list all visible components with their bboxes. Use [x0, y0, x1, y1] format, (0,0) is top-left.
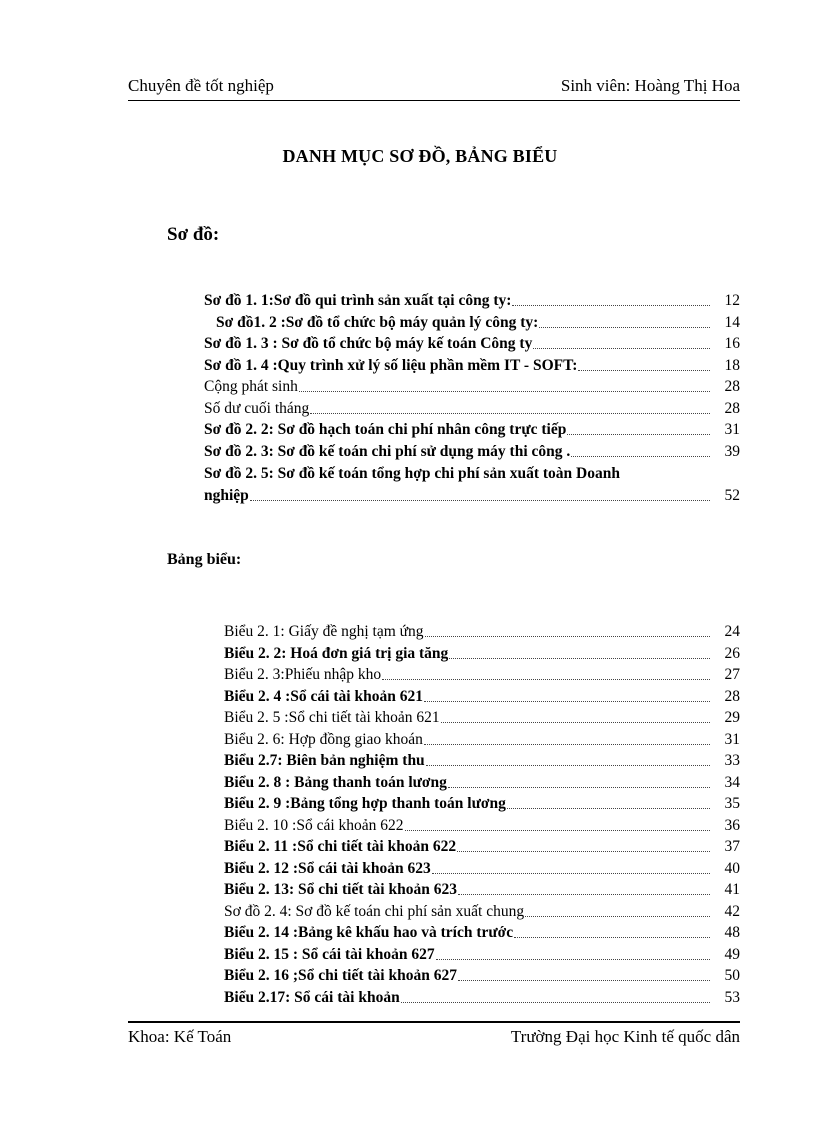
toc-entry-label: Biểu 2. 5 :Sổ chi tiết tài khoản 621: [224, 709, 440, 726]
toc-entry: [224, 622, 740, 642]
toc-entry: [204, 291, 740, 311]
toc-entry-page-number: 53: [724, 988, 740, 1006]
dot-leader: [539, 326, 710, 328]
toc-entry-page-number: 26: [724, 644, 740, 662]
dot-leader: [436, 958, 710, 960]
dot-leader: [507, 807, 710, 809]
toc-entry-label: Biểu 2. 3:Phiếu nhập kho: [224, 666, 382, 683]
toc-entry: [224, 837, 740, 857]
toc-entry-label: Biểu 2. 9 :Bảng tổng hợp thanh toán lương: [224, 795, 506, 812]
toc-entry-label: Biểu 2. 8 : Bảng thanh toán lương: [224, 773, 447, 791]
toc-entry: [224, 902, 740, 922]
dot-leader: [571, 455, 710, 457]
toc-entry-label: Biểu 2. 10 :Sổ cái khoản 622: [224, 816, 404, 834]
dot-leader: [310, 412, 710, 414]
toc-entry-page-number: 28: [724, 400, 740, 417]
toc-entry-page-number: 24: [724, 623, 740, 640]
toc-entry-page-number: 37: [724, 838, 740, 855]
dot-leader: [299, 390, 710, 392]
toc-entry: [224, 794, 740, 814]
toc-entry-label: Biểu 2. 1: Giấy đề nghị tạm ứng: [224, 623, 424, 640]
toc-entry: [224, 859, 740, 879]
toc-entry-label: Sơ đồ1. 2 :Sơ đồ tổ chức bộ máy quản lý công ty:: [216, 314, 539, 331]
bang-bieu-heading: Bảng biểu:: [167, 551, 242, 568]
toc-entry: [224, 966, 740, 986]
toc-entry-label: Biểu 2.7: Biên bản nghiệm thu: [224, 752, 425, 769]
dot-leader: [426, 764, 710, 766]
toc-entry-label: Biểu 2. 11 :Sổ chi tiết tài khoản 622: [224, 838, 457, 855]
toc-entry: [204, 486, 740, 506]
toc-entry: [204, 442, 740, 462]
dot-leader: [425, 635, 710, 637]
dot-leader: [457, 850, 710, 852]
toc-entry-page-number: 40: [724, 859, 740, 877]
toc-entry: [224, 945, 740, 965]
toc-entry: [224, 880, 740, 900]
toc-entry: [204, 399, 740, 419]
toc-entry-page-number: 36: [724, 816, 740, 834]
toc-entry-page-number: 31: [724, 421, 740, 438]
dot-leader: [449, 657, 710, 659]
toc-entry: [216, 313, 740, 333]
toc-entry-page-number: 12: [724, 292, 740, 309]
toc-entry-label: Cộng phát sinh: [204, 378, 298, 395]
toc-entry-label: Sơ đồ 2. 4: Sơ đồ kế toán chi phí sản xuất chung: [224, 902, 525, 920]
dot-leader: [424, 700, 710, 702]
toc-entry-page-number: 29: [724, 709, 740, 726]
toc-entry: [204, 420, 740, 440]
toc-entry: [224, 665, 740, 685]
toc-entry: [224, 816, 740, 836]
toc-entry-label: Sơ đồ 2. 5: Sơ đồ kế toán tổng hợp chi phí sản xuất toàn Doanh: [204, 465, 620, 482]
toc-entry-page-number: 50: [724, 967, 740, 984]
toc-entry-page-number: 41: [724, 881, 740, 898]
toc-entry-label: Biểu 2. 15 : Sổ cái tài khoản 627: [224, 945, 435, 963]
toc-entry: [224, 687, 740, 707]
footer-right-text: Trường Đại học Kinh tế quốc dân: [510, 1027, 740, 1046]
dot-leader: [512, 304, 710, 306]
toc-entry-label: Biểu 2. 4 :Sổ cái tài khoản 621: [224, 687, 423, 705]
toc-entry-page-number: 16: [724, 335, 740, 352]
page-title: DANH MỤC SƠ ĐỒ, BẢNG BIỂU: [282, 146, 558, 166]
dot-leader: [514, 936, 710, 938]
toc-entry-page-number: 48: [724, 924, 740, 941]
dot-leader: [250, 499, 710, 501]
toc-entry-page-number: 42: [724, 902, 740, 920]
toc-entry-page-number: 49: [724, 945, 740, 963]
toc-entry-label: Biểu 2. 13: Sổ chi tiết tài khoản 623: [224, 881, 457, 898]
toc-entry-label: Biểu 2.17: Sổ cái tài khoản: [224, 988, 400, 1006]
toc-entry-label: Sơ đồ 2. 3: Sơ đồ kế toán chi phí sử dụng máy thi công .: [204, 443, 571, 460]
toc-entry: [204, 377, 740, 397]
toc-entry-page-number: 52: [724, 487, 740, 504]
toc-entry-label: nghiệp: [204, 487, 249, 504]
dot-leader: [424, 743, 710, 745]
toc-entry-page-number: 31: [724, 730, 740, 748]
toc-entry-page-number: 27: [724, 666, 740, 683]
dot-leader: [578, 369, 710, 371]
toc-entry-page-number: 14: [724, 314, 740, 331]
toc-entry-label: Sơ đồ 1. 1:Sơ đồ qui trình sản xuất tại công ty:: [204, 292, 512, 309]
toc-entry-page-number: 35: [724, 795, 740, 812]
header-right-text: Sinh viên: Hoàng Thị Hoa: [560, 76, 740, 95]
toc-entry: [224, 751, 740, 771]
so-do-heading: Sơ đồ:: [167, 224, 220, 245]
dot-leader: [448, 786, 710, 788]
toc-entry-page-number: 33: [724, 752, 740, 769]
toc-entry-label: Biểu 2. 14 :Bảng kê khấu hao và trích trước: [224, 924, 514, 941]
toc-entry: [224, 773, 740, 793]
toc-entry-label: Biểu 2. 12 :Sổ cái tài khoản 623: [224, 859, 431, 877]
toc-entry-page-number: 28: [724, 378, 740, 395]
dot-leader: [525, 915, 710, 917]
toc-entry: [204, 334, 740, 354]
toc-entry-line1: [204, 464, 620, 484]
dot-leader: [432, 872, 710, 874]
footer-left-text: Khoa: Kế Toán: [128, 1027, 232, 1046]
toc-entry: [224, 923, 740, 943]
toc-entry: [224, 730, 740, 750]
toc-entry-label: Sơ đồ 1. 4 :Quy trình xử lý số liệu phần mềm IT - SOFT:: [204, 357, 578, 374]
toc-entry-label: Biểu 2. 2: Hoá đơn giá trị gia tăng: [224, 644, 449, 662]
dot-leader: [458, 893, 710, 895]
toc-entry-page-number: 39: [724, 443, 740, 460]
toc-entry-label: Sơ đồ 2. 2: Sơ đồ hạch toán chi phí nhân công trực tiếp: [204, 421, 567, 438]
page-header: [128, 76, 740, 101]
toc-entry-label: Biểu 2. 16 ;Sổ chi tiết tài khoản 627: [224, 967, 457, 984]
toc-entry: [204, 356, 740, 376]
dot-leader: [533, 347, 710, 349]
toc-entry-page-number: 18: [724, 357, 740, 374]
header-left-text: Chuyên đề tốt nghiệp: [128, 76, 274, 95]
dot-leader: [382, 678, 710, 680]
toc-entry: [224, 644, 740, 664]
toc-entry-label: Sơ đồ 1. 3 : Sơ đồ tổ chức bộ máy kế toán Công ty: [204, 335, 533, 352]
toc-entry-label: Biểu 2. 6: Hợp đồng giao khoán: [224, 730, 423, 748]
dot-leader: [458, 979, 710, 981]
toc-entry: [224, 988, 740, 1008]
toc-entry-page-number: 34: [724, 773, 740, 791]
dot-leader: [405, 829, 710, 831]
toc-entry-label: Số dư cuối tháng: [204, 400, 310, 417]
page-footer: [128, 1021, 740, 1049]
dot-leader: [441, 721, 710, 723]
toc-entry: [224, 708, 740, 728]
dot-leader: [401, 1001, 710, 1003]
toc-entry-page-number: 28: [724, 687, 740, 705]
dot-leader: [567, 433, 710, 435]
